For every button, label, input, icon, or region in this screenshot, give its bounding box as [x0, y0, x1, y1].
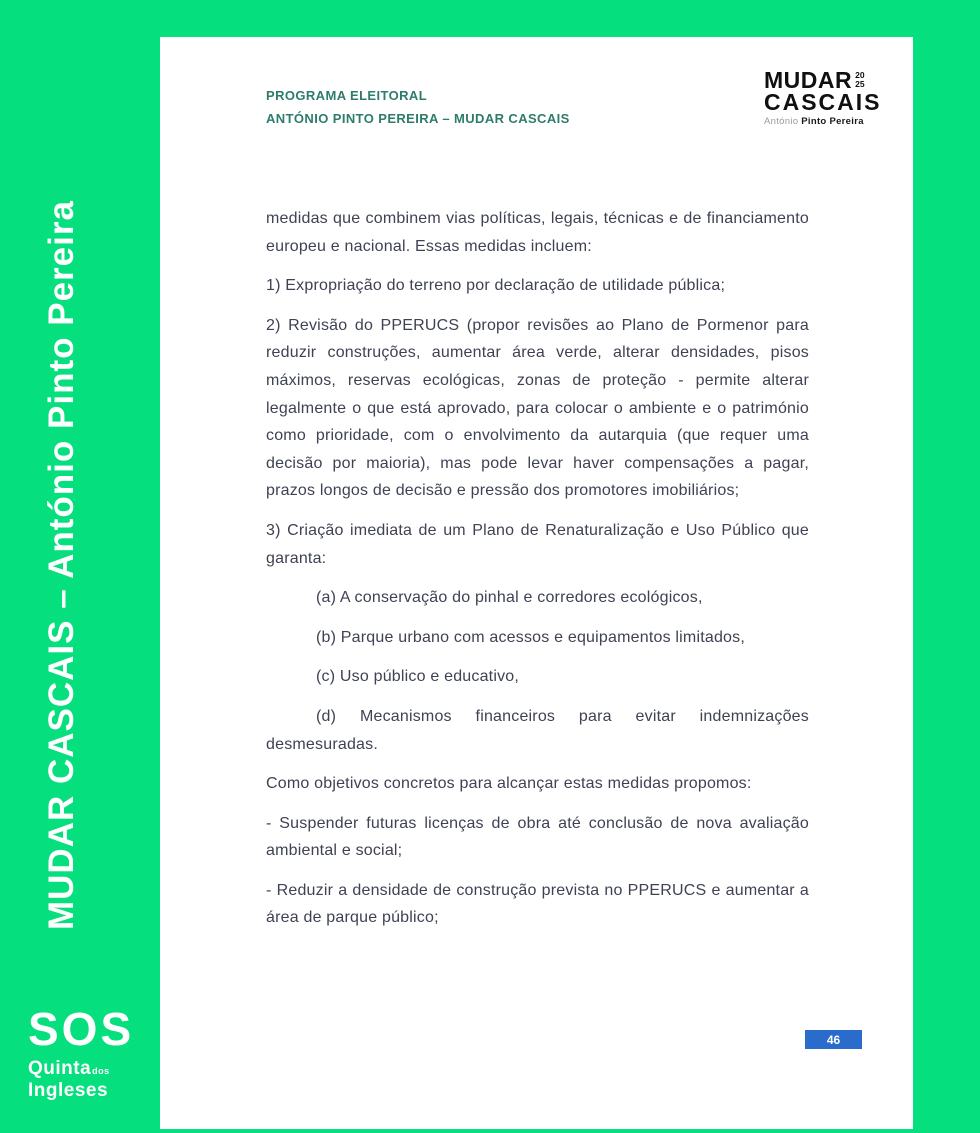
logo-year-bottom: 25	[855, 78, 865, 89]
document-body	[266, 205, 809, 944]
logo-sub-pinto-pereira: Pinto Pereira	[801, 116, 864, 127]
paragraph-dash-1: - Suspender futuras licenças de obra até conclusão de nova avaliação ambiental e social;	[266, 814, 809, 860]
paragraph-item-3: 3) Criação imediata de um Plano de Renaturalização e Uso Público que garanta:	[266, 521, 809, 567]
sos-logo-ingleses: Ingleses	[28, 1080, 109, 1101]
header-line-candidate: ANTÓNIO PINTO PEREIRA – MUDAR CASCAIS	[266, 111, 570, 126]
paragraph-objectives: Como objetivos concretos para alcançar estas medidas propomos:	[266, 775, 752, 793]
logo-year-2025	[855, 68, 864, 88]
sos-quinta-ingleses-logo	[28, 1003, 135, 1101]
paragraph-sub-b: (b) Parque urbano com acessos e equipamentos limitados,	[316, 628, 745, 646]
document-page	[160, 37, 913, 1129]
page-number-badge	[805, 1030, 862, 1049]
sos-logo-dos: dos	[92, 1066, 110, 1076]
header-line-program: PROGRAMA ELEITORAL	[266, 88, 428, 103]
paragraph-sub-a: (a) A conservação do pinhal e corredores ecológicos,	[316, 589, 703, 607]
sidebar-vertical-title: MUDAR CASCAIS – António Pinto Pereira	[42, 200, 81, 930]
logo-word-cascais: CASCAIS	[764, 89, 882, 115]
sos-logo-line1	[28, 1059, 134, 1081]
paragraph-item-1: 1) Expropriação do terreno por declaração de utilidade pública;	[266, 277, 726, 295]
paragraph-sub-d: (d) Mecanismos financeiros para evitar indemnizações desmesuradas.	[266, 707, 809, 753]
logo-subtitle	[764, 116, 874, 127]
sos-logo-quinta: Quinta	[28, 1058, 92, 1079]
paragraph-item-2: 2) Revisão do PPERUCS (propor revisões ao Plano de Pormenor para reduzir construções, aumentar área verde, alterar densidades, pisos máximos, reservas ecológicas, zonas de proteção - permite alterar legalmente o que está aprovado, para colocar o ambiente e o património como prioridade, com o envolvimento da autarquia (que requer uma decisão por maioria), mas pode levar haver compensações a pagar, prazos longos de decisão e pressão dos promotores imobiliários;	[266, 316, 809, 500]
sos-logo-text: SOS	[28, 1003, 135, 1055]
logo-year-top: 20	[855, 70, 865, 80]
paragraph-dash-2: - Reduzir a densidade de construção prevista no PPERUCS e aumentar a área de parque público;	[266, 881, 809, 927]
paragraph-intro: medidas que combinem vias políticas, legais, técnicas e de financiamento europeu e nacional. Essas medidas incluem:	[266, 210, 809, 255]
page-header	[266, 84, 570, 130]
mudar-cascais-logo	[764, 67, 882, 127]
page-number: 46	[826, 1032, 841, 1047]
logo-word-mudar: MUDAR	[764, 67, 853, 93]
logo-sub-antonio: António	[764, 116, 799, 127]
paragraph-sub-c: (c) Uso público e educativo,	[316, 668, 520, 686]
